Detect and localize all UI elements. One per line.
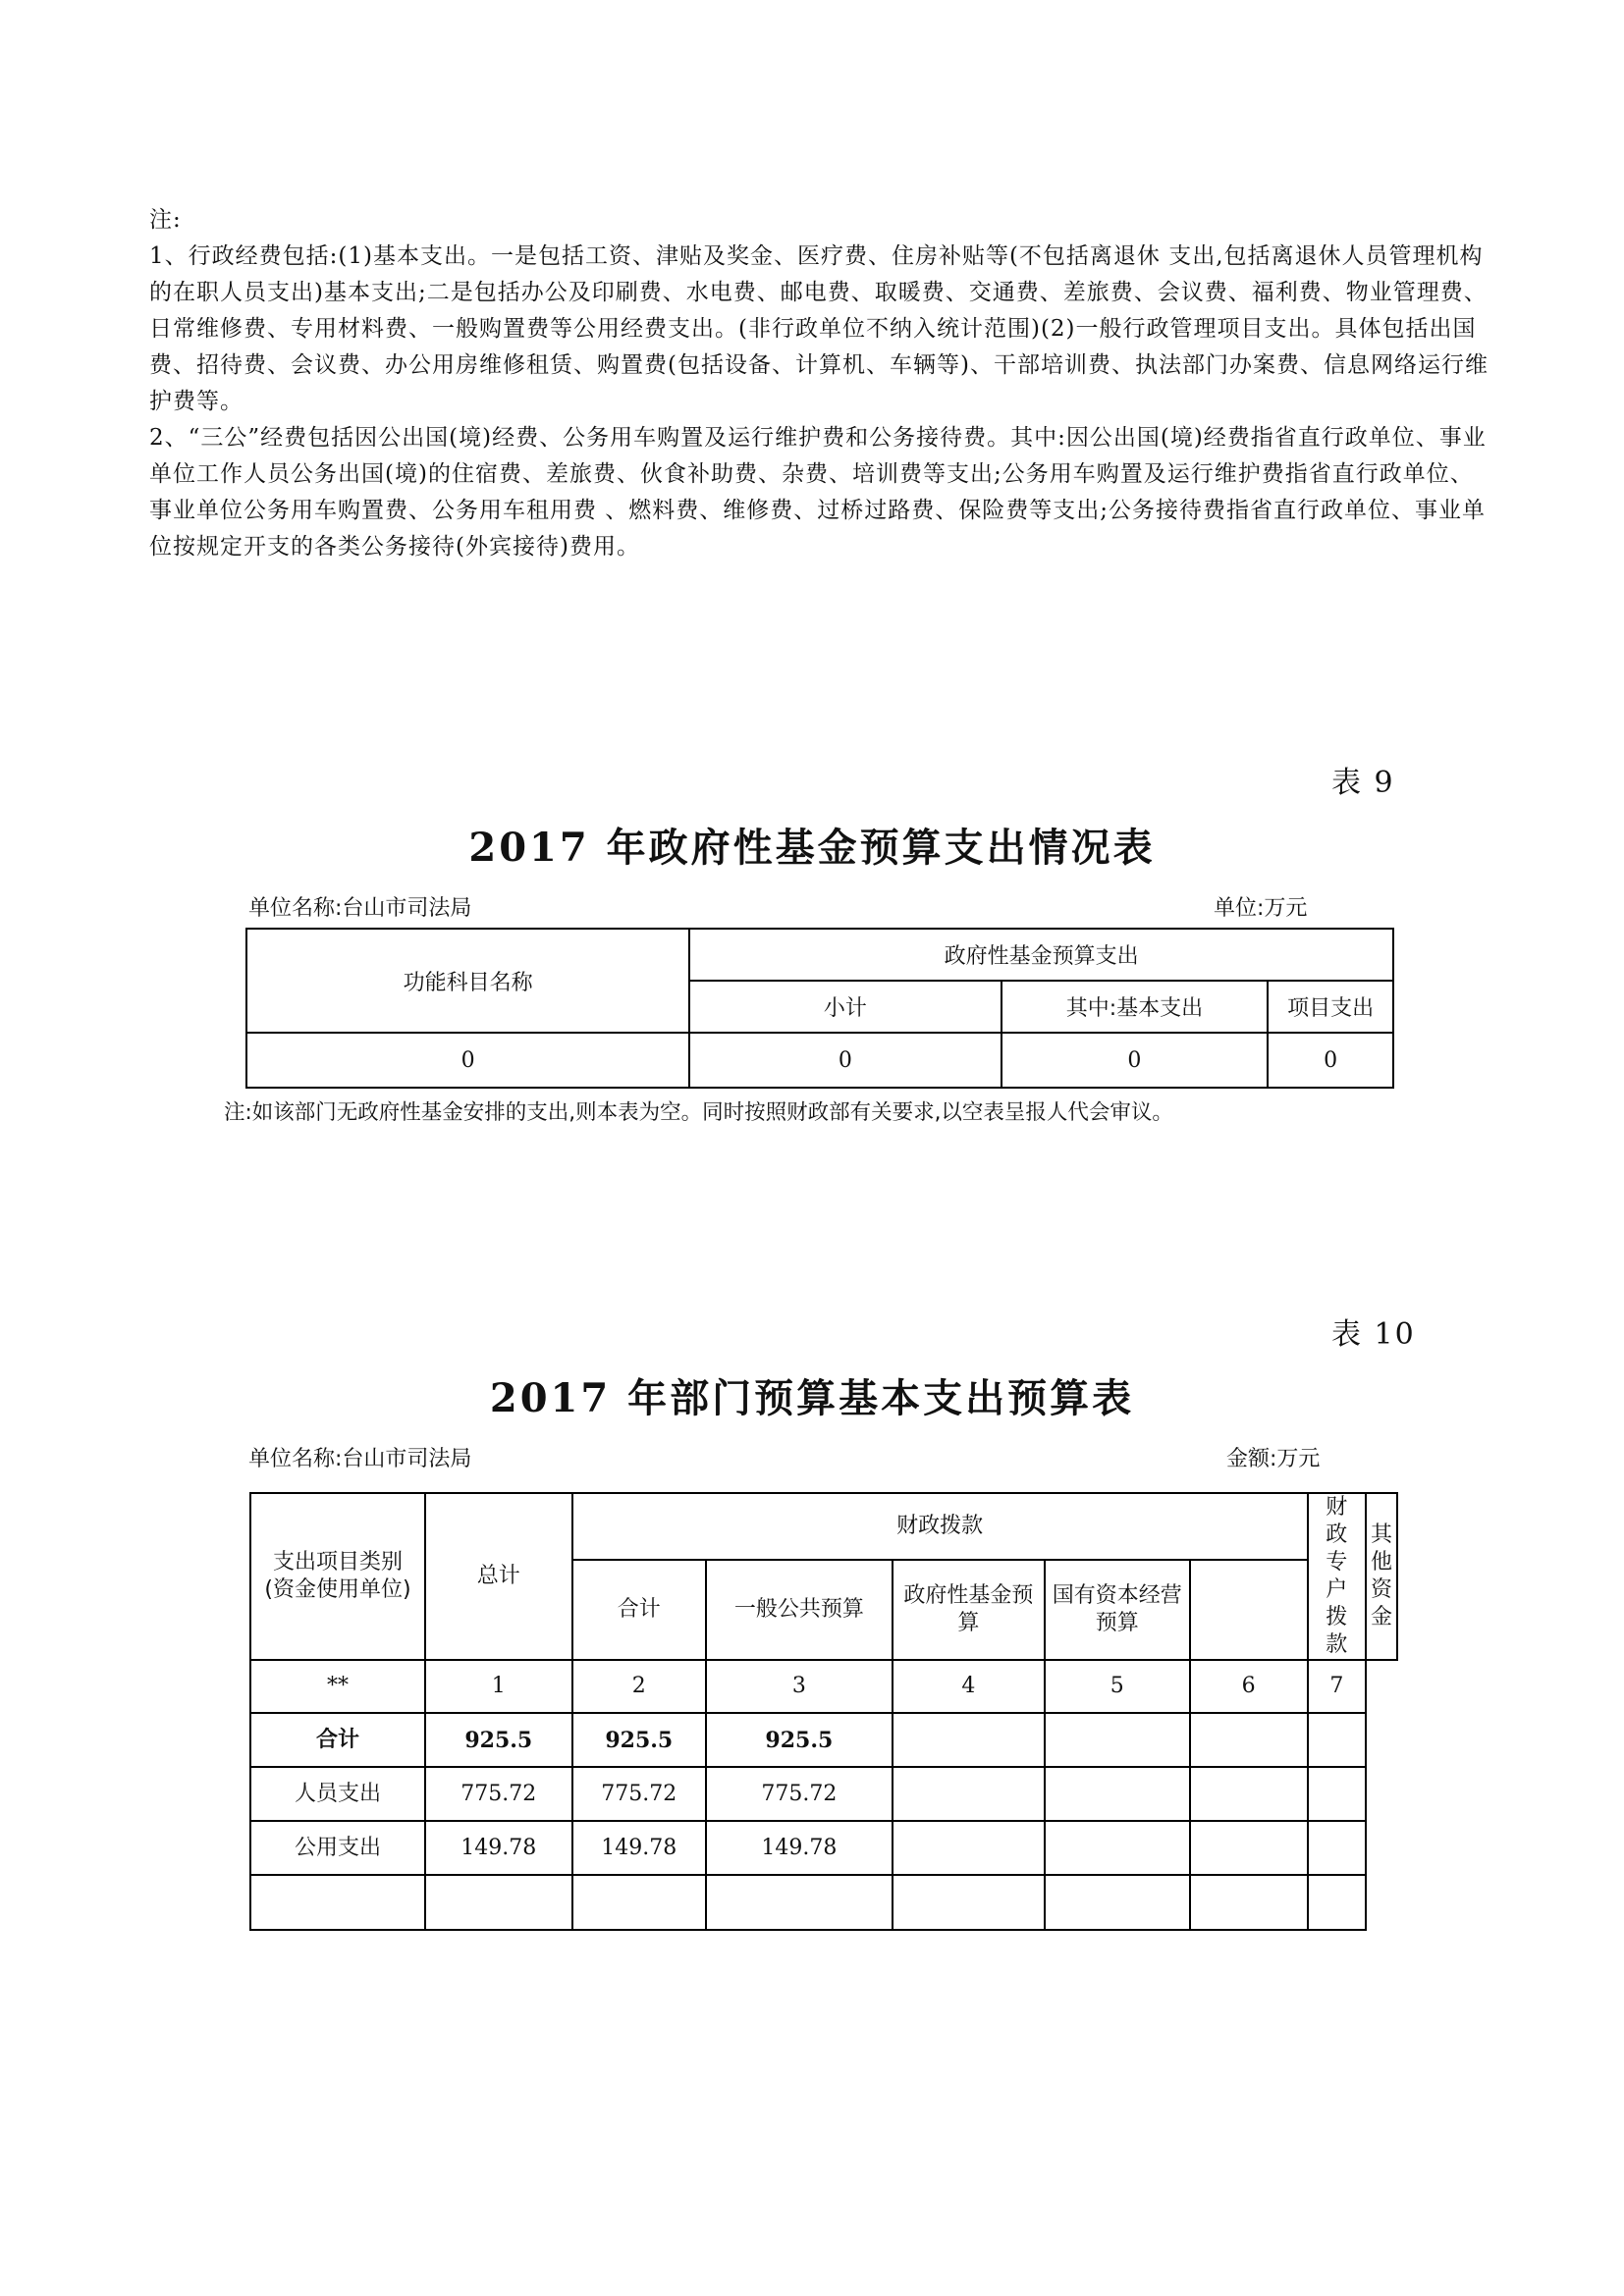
table10-cell <box>572 1875 706 1930</box>
table10-cell <box>1308 1767 1366 1821</box>
table9-cell: 0 <box>246 1033 689 1088</box>
table10-row-label: 合计 <box>250 1713 425 1767</box>
table10-header-gov-fund: 政府性基金预算 <box>893 1560 1045 1660</box>
notes-section <box>149 202 1494 565</box>
table-row <box>250 1821 1397 1875</box>
table10-label: 表 10 <box>1331 1317 1416 1352</box>
table10-cell: 925.5 <box>425 1713 572 1767</box>
table9-header-subtotal: 小计 <box>689 981 1001 1033</box>
table9-header-function-subject: 功能科目名称 <box>246 929 689 1033</box>
table10-cell <box>893 1821 1045 1875</box>
table10-cell <box>1190 1875 1308 1930</box>
table10-cell <box>1045 1767 1190 1821</box>
table10-cell <box>1190 1713 1308 1767</box>
table10-header-total: 总计 <box>425 1493 572 1660</box>
table10-index-cell: 7 <box>1308 1660 1366 1713</box>
table10-index-cell: 3 <box>706 1660 893 1713</box>
table10-cell <box>893 1713 1045 1767</box>
table10-cell: 775.72 <box>572 1767 706 1821</box>
table10-index-cell: 5 <box>1045 1660 1190 1713</box>
table-row <box>246 1033 1393 1088</box>
table9-unit-name: 单位名称:台山市司法局 <box>248 896 472 921</box>
notes-heading: 注: <box>149 207 182 233</box>
table10-header-special-account: 财政专户拨款 <box>1308 1493 1366 1660</box>
table10 <box>249 1492 1398 1931</box>
table-row <box>250 1713 1397 1767</box>
table10-cell: 149.78 <box>706 1821 893 1875</box>
table10-cell: 149.78 <box>425 1821 572 1875</box>
table-row <box>250 1875 1397 1930</box>
table10-header-general: 一般公共预算 <box>706 1560 893 1660</box>
table9-unit: 单位:万元 <box>1214 896 1308 921</box>
table10-index-cell: ** <box>250 1660 425 1713</box>
notes-item-2: 2、“三公”经费包括因公出国(境)经费、公务用车购置及运行维护费和公务接待费。其中:因公出国(境)经费指省直行政单位、事业单位工作人员公务出国(境)的住宿费、差旅费、伙食补助费、杂费、培训费等支出;公务用车购置及运行维护费指省直行政单位、事业单位公务用车购置费、公务用车租用费 、燃料费、维修费、过桥过路费、保险费等支出;公务接待费指省直行政单位、事业单位按规定开支的各类公务接待(外宾接待)费用。 <box>149 425 1487 560</box>
table10-index-cell: 6 <box>1190 1660 1308 1713</box>
table9-label: 表 9 <box>1331 766 1395 800</box>
notes-item-1: 1、行政经费包括:(1)基本支出。一是包括工资、津贴及奖金、医疗费、住房补贴等(不包括离退休 支出,包括离退休人员管理机构的在职人员支出)基本支出;二是包括办公及印刷费、水电费、邮电费、取暖费、交通费、差旅费、会议费、福利费、物业管理费、日常维修费、专用材料费、一般购置费等公用经费支出。(非行政单位不纳入统计范围)(2)一般行政管理项目支出。具体包括出国费、招待费、会议费、办公用房维修租赁、购置费(包括设备、计算机、车辆等)、干部培训费、执法部门办案费、信息网络运行维护费等。 <box>149 243 1489 414</box>
table10-index-cell: 4 <box>893 1660 1045 1713</box>
table10-index-cell: 1 <box>425 1660 572 1713</box>
table10-cell <box>1308 1821 1366 1875</box>
table10-header-other: 其他资金 <box>1366 1493 1397 1660</box>
table10-cell <box>1308 1713 1366 1767</box>
table10-row-label: 人员支出 <box>250 1767 425 1821</box>
table10-index-cell: 2 <box>572 1660 706 1713</box>
table10-cell <box>425 1875 572 1930</box>
table10-cell: 149.78 <box>572 1821 706 1875</box>
table-row <box>250 1660 1397 1713</box>
table10-cell <box>1045 1821 1190 1875</box>
table9-header-group: 政府性基金预算支出 <box>689 929 1393 981</box>
table10-header-fiscal-group: 财政拨款 <box>572 1493 1308 1560</box>
table9-cell: 0 <box>1268 1033 1393 1088</box>
table10-header-state-capital: 国有资本经营预算 <box>1045 1560 1190 1660</box>
table9-cell: 0 <box>689 1033 1001 1088</box>
table10-unit-name: 单位名称:台山市司法局 <box>248 1447 472 1471</box>
table10-cell <box>1308 1875 1366 1930</box>
table10-header-category: 支出项目类别(资金使用单位) <box>250 1493 425 1660</box>
table10-row-label: 公用支出 <box>250 1821 425 1875</box>
table10-cell <box>893 1875 1045 1930</box>
table9-footnote: 注:如该部门无政府性基金安排的支出,则本表为空。同时按照财政部有关要求,以空表呈报人代会审议。 <box>224 1100 1173 1125</box>
table10-cell <box>706 1875 893 1930</box>
table10-header-sum: 合计 <box>572 1560 706 1660</box>
table10-cell: 775.72 <box>706 1767 893 1821</box>
table9-header-basic: 其中:基本支出 <box>1001 981 1269 1033</box>
table9-cell: 0 <box>1001 1033 1269 1088</box>
table10-cell <box>1190 1767 1308 1821</box>
table10-cell <box>893 1767 1045 1821</box>
table9-title: 2017 年政府性基金预算支出情况表 <box>468 825 1156 871</box>
table10-cell <box>1045 1713 1190 1767</box>
table10-cell <box>1045 1875 1190 1930</box>
table10-title: 2017 年部门预算基本支出预算表 <box>489 1375 1135 1421</box>
table10-unit: 金额:万元 <box>1226 1447 1321 1471</box>
table9-header-project: 项目支出 <box>1268 981 1393 1033</box>
table10-cell: 925.5 <box>706 1713 893 1767</box>
table-row <box>250 1767 1397 1821</box>
table10-cell: 925.5 <box>572 1713 706 1767</box>
table10-cell <box>250 1875 425 1930</box>
table9 <box>245 928 1394 1089</box>
table10-cell: 775.72 <box>425 1767 572 1821</box>
table10-cell <box>1190 1821 1308 1875</box>
